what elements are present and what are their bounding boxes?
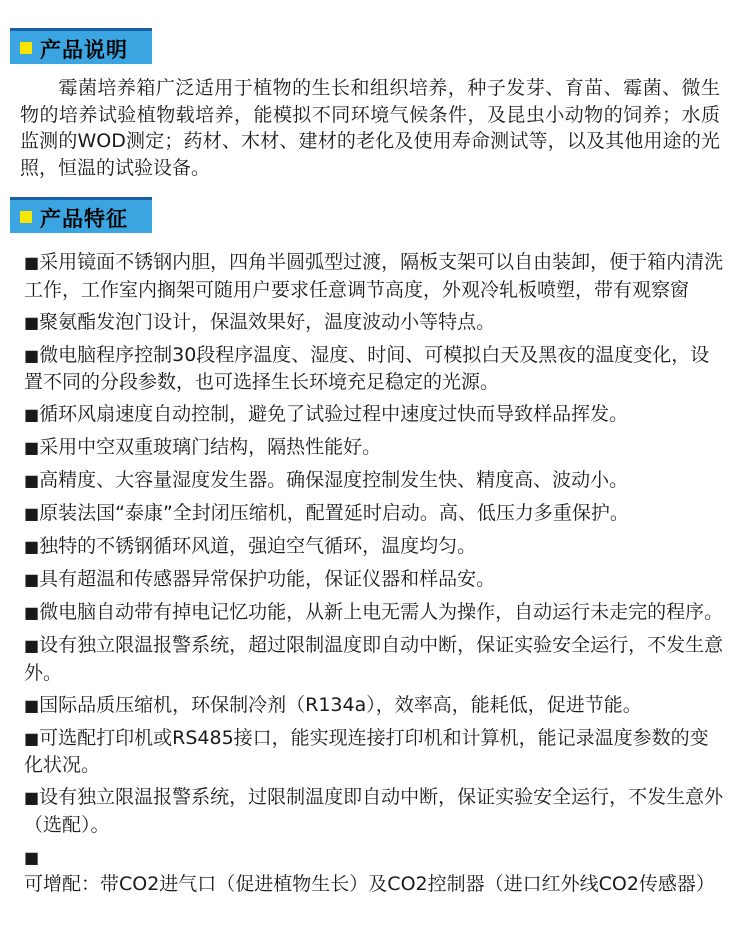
- bullet-icon: ■: [24, 471, 40, 490]
- feature-text: 具有超温和传感器异常保护功能，保证仪器和样品安。: [39, 568, 496, 590]
- feature-item: [24, 309, 724, 337]
- feature-item: [24, 249, 724, 303]
- section-header-description: [10, 28, 152, 64]
- bullet-icon: ■: [24, 312, 40, 332]
- feature-text: 独特的不锈钢循环风道，强迫空气循环，温度均匀。: [39, 535, 477, 557]
- feature-text: 循环风扇速度自动控制，避免了试验过程中速度过快而导致样品挥发。: [39, 403, 629, 425]
- yellow-square-icon: [20, 211, 32, 223]
- bullet-icon: ■: [24, 537, 40, 556]
- feature-item: [24, 500, 724, 528]
- feature-item: [24, 342, 724, 396]
- feature-text: 高精度、大容量湿度发生器。确保湿度控制发生快、精度高、波动小。: [39, 469, 629, 491]
- feature-text: 设有独立限温报警系统，超过限制温度即自动中断，保证实验安全运行，不发生意外。: [24, 634, 724, 684]
- section-title-description: 产品说明: [40, 38, 128, 62]
- bullet-icon: ■: [24, 345, 40, 365]
- feature-item: [24, 467, 724, 495]
- feature-text: 微电脑自动带有掉电记忆功能，从新上电无需人为操作，自动运行未走完的程序。: [39, 601, 724, 623]
- bullet-icon: ■: [24, 438, 40, 457]
- feature-item: [24, 632, 724, 686]
- bullet-icon: ■: [24, 728, 40, 748]
- section-title-features: 产品特征: [40, 207, 128, 231]
- feature-item: [24, 401, 724, 429]
- bullet-icon: ■: [24, 603, 40, 622]
- feature-text: 采用镜面不锈钢内胆，四角半圆弧型过渡，隔板支架可以自由装卸，便于箱内清洗工作，工作室内搁架可随用户要求任意调节高度，外观冷轧板喷塑，带有观察窗: [24, 251, 724, 301]
- bullet-icon: ■: [24, 504, 40, 523]
- feature-text: 微电脑程序控制30段程序温度、湿度、时间、可模拟白天及黑夜的温度变化，设置不同的分段参数，也可选择生长环境充足稳定的光源。: [24, 343, 710, 393]
- bullet-icon: ■: [24, 847, 40, 867]
- feature-item: [24, 566, 724, 594]
- feature-text: 可增配：带CO2进气口（促进植物生长）及CO2控制器（进口红外线CO2传感器）: [24, 873, 715, 895]
- feature-item: [24, 434, 724, 462]
- bullet-icon: ■: [24, 570, 40, 589]
- feature-item: [24, 692, 724, 720]
- feature-item: [24, 844, 724, 898]
- feature-text: 设有独立限温报警系统，过限制温度即自动中断，保证实验安全运行，不发生意外（选配）。: [24, 786, 724, 836]
- feature-item: [24, 533, 724, 561]
- section-header-features: [10, 197, 152, 233]
- bullet-icon: ■: [24, 695, 40, 715]
- description-paragraph: [20, 75, 720, 181]
- yellow-square-icon: [20, 42, 32, 54]
- bullet-icon: ■: [24, 788, 40, 807]
- feature-text: 采用中空双重玻璃门结构，隔热性能好。: [39, 436, 382, 458]
- feature-item: [24, 784, 724, 838]
- feature-text: 原装法国“泰康”全封闭压缩机，配置延时启动。高、低压力多重保护。: [39, 502, 629, 524]
- bullet-icon: ■: [24, 636, 40, 655]
- description-text: 霉菌培养箱广泛适用于植物的生长和组织培养，种子发芽、育苗、霉菌、微生物的培养试验植物载培养，能模拟不同环境气候条件，及昆虫小动物的饲养；水质监测的WOD测定；药材、木材、建材的老化及使用寿命测试等，以及其他用途的光照，恒温的试验设备。: [20, 77, 720, 179]
- feature-text: 聚氨酯发泡门设计，保温效果好，温度波动小等特点。: [39, 310, 496, 333]
- feature-item: [24, 725, 724, 779]
- feature-list: [24, 249, 724, 903]
- feature-text: 可选配打印机或RS485接口，能实现连接打印机和计算机，能记录温度参数的变化状况。: [24, 726, 709, 776]
- bullet-icon: ■: [24, 405, 40, 424]
- bullet-icon: ■: [24, 253, 40, 272]
- feature-item: [24, 599, 724, 627]
- feature-text: 国际品质压缩机，环保制冷剂（R134a），效率高，能耗低，促进节能。: [39, 693, 642, 716]
